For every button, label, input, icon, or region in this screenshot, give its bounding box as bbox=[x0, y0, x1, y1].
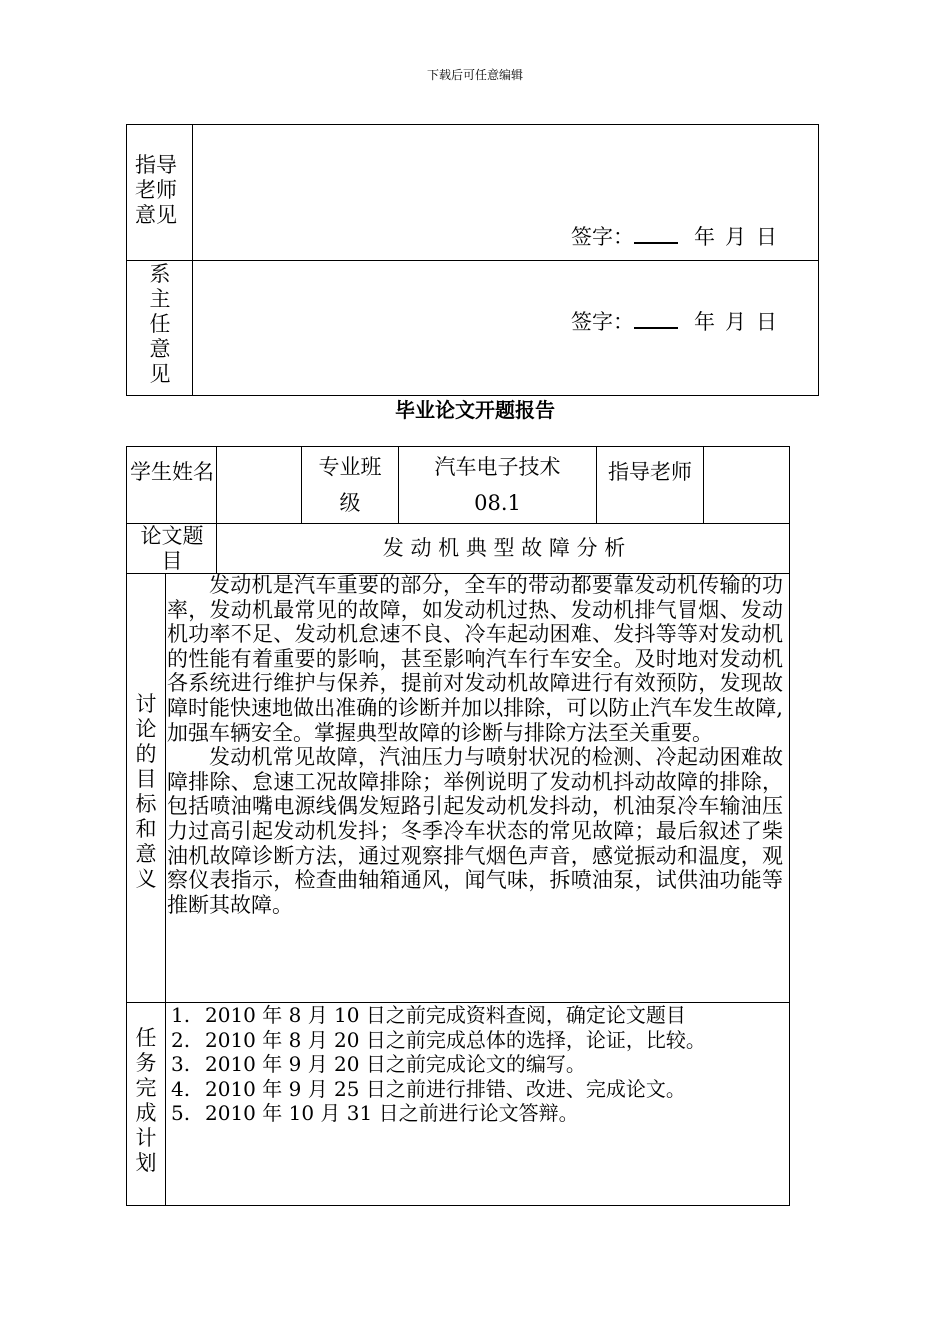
purpose-label-char: 义 bbox=[135, 867, 157, 891]
major-label-line1: 专业班 bbox=[318, 455, 382, 479]
plan-item bbox=[171, 1077, 783, 1102]
purpose-label bbox=[127, 692, 165, 892]
plan-item-text: 2010 年 10 月 31 日之前进行论文答辩。 bbox=[205, 1101, 579, 1125]
plan-label-char: 计 bbox=[135, 1126, 157, 1150]
row-divider bbox=[127, 523, 789, 524]
col-divider bbox=[165, 573, 166, 1205]
advisor-signature-label: 签字： bbox=[571, 225, 634, 249]
dept-opinion-label-cell bbox=[127, 260, 193, 395]
header-note: 下载后可任意编辑 bbox=[426, 68, 523, 82]
dept-signature-line[interactable] bbox=[634, 309, 678, 329]
plan-item-num: 3. bbox=[171, 1052, 191, 1076]
purpose-label-char: 论 bbox=[135, 717, 157, 741]
plan-item-text: 2010 年 9 月 25 日之前进行排错、改进、完成论文。 bbox=[205, 1076, 686, 1101]
dept-signature bbox=[571, 306, 787, 336]
advisor-label: 指导老师 bbox=[608, 460, 692, 484]
advisor-month: 月 bbox=[725, 225, 746, 249]
purpose-label-char: 意 bbox=[135, 842, 157, 866]
col-divider bbox=[216, 447, 217, 523]
plan-item-text: 2010 年 8 月 10 日之前完成资料查阅，确定论文题目 bbox=[205, 1003, 686, 1027]
dept-day: 日 bbox=[756, 310, 777, 334]
major-label bbox=[302, 449, 398, 521]
dept-label-char: 系 bbox=[149, 262, 171, 286]
col-divider bbox=[596, 447, 597, 523]
plan-label-char: 划 bbox=[135, 1151, 157, 1175]
dept-label-char: 见 bbox=[149, 362, 171, 386]
plan-item-num: 2. bbox=[171, 1027, 191, 1052]
purpose-label-char: 目 bbox=[135, 767, 157, 791]
dept-month: 月 bbox=[725, 310, 746, 334]
plan-label-char: 完 bbox=[135, 1076, 157, 1100]
advisor-opinion-label: 指导老师意见 bbox=[135, 153, 177, 227]
major-value-line2: 08.1 bbox=[474, 491, 521, 515]
report-table bbox=[126, 446, 790, 1206]
approval-table bbox=[126, 124, 819, 396]
plan-item bbox=[171, 1052, 783, 1077]
plan-list bbox=[171, 1003, 783, 1126]
purpose-label-char: 的 bbox=[135, 742, 157, 766]
purpose-label-char: 标 bbox=[135, 792, 157, 816]
purpose-paragraph: 发动机是汽车重要的部分，全车的带动都要靠发动机传输的功率，发动机最常见的故障，如发动机过热、发动机排气冒烟、发动机功率不足、发动机怠速不良、冷车起动困难、发抖等等对发动机的性能有着重要的影响，甚至影响汽车行车安全。及时地对发动机各系统进行维护与保养，提前对发动机故障进行有效预防，发现故障时能快速地做出准确的诊断并加以排除，可以防止汽车发生故障,加强车辆安全。掌握典型故障的诊断与排除方法至关重要。 bbox=[167, 573, 783, 745]
purpose-label-char: 和 bbox=[135, 817, 157, 841]
plan-item-num: 1. bbox=[171, 1003, 191, 1027]
topic-value: 发 动 机 典 型 故 障 分 析 bbox=[382, 536, 626, 560]
plan-label-char: 务 bbox=[135, 1051, 157, 1075]
plan-label bbox=[127, 1026, 165, 1176]
col-divider bbox=[703, 447, 704, 523]
plan-item bbox=[171, 1003, 783, 1028]
plan-item bbox=[171, 1101, 783, 1126]
plan-item-text: 2010 年 9 月 20 日之前完成论文的编写。 bbox=[205, 1052, 586, 1076]
dept-year: 年 bbox=[694, 310, 715, 334]
report-title: 毕业论文开题报告 bbox=[395, 398, 555, 422]
purpose-text bbox=[167, 573, 783, 917]
major-value bbox=[399, 449, 596, 521]
dept-label-char: 任 bbox=[149, 312, 171, 336]
advisor-signature bbox=[571, 221, 787, 251]
student-name-label: 学生姓名 bbox=[130, 460, 214, 484]
advisor-day: 日 bbox=[756, 225, 777, 249]
dept-opinion-row bbox=[127, 260, 818, 395]
purpose-label-char: 讨 bbox=[135, 692, 157, 716]
plan-item-num: 4. bbox=[171, 1076, 191, 1101]
advisor-year: 年 bbox=[694, 225, 715, 249]
plan-item bbox=[171, 1028, 783, 1053]
plan-item-num: 5. bbox=[171, 1101, 191, 1125]
plan-label-char: 任 bbox=[135, 1026, 157, 1050]
advisor-signature-line[interactable] bbox=[634, 224, 678, 244]
advisor-opinion-row bbox=[127, 125, 818, 261]
purpose-paragraph: 发动机常见故障，汽油压力与喷射状况的检测、冷起动困难故障排除、怠速工况故障排除；举例说明了发动机抖动故障的排除，包括喷油嘴电源线偶发短路引起发动机发抖动，机油泵冷车输油压力过高引起发动机发抖；冬季冷车状态的常见故障；最后叙述了柴油机故障诊断方法，通过观察排气烟色声音，感觉振动和温度，观察仪表指示，检查曲轴箱通风，闻气味，拆喷油泵，试供油功能等推断其故障。 bbox=[167, 745, 783, 917]
major-value-line1: 汽车电子技术 bbox=[434, 455, 561, 479]
dept-label-char: 主 bbox=[149, 287, 171, 311]
plan-item-text: 2010 年 8 月 20 日之前完成总体的选择，论证，比较。 bbox=[205, 1027, 706, 1052]
advisor-opinion-label-cell bbox=[127, 125, 193, 260]
dept-signature-label: 签字： bbox=[571, 310, 634, 334]
major-label-line2: 级 bbox=[339, 491, 361, 515]
plan-label-char: 成 bbox=[135, 1101, 157, 1125]
topic-label: 论文题目 bbox=[140, 524, 204, 573]
dept-label-char: 意 bbox=[149, 337, 171, 361]
